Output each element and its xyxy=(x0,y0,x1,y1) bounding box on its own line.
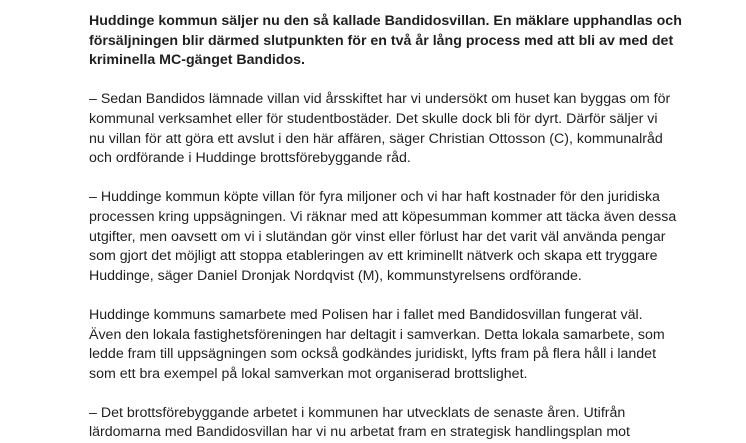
paragraph-line: som ett bra exempel på lokal samverkan mot organiserad brottslighet. xyxy=(89,365,528,382)
paragraph-line: nu villan för att göra ett avslut i den här affären, säger Christian Ottosson (C), kommunalråd xyxy=(89,130,663,147)
press-release-document xyxy=(89,12,729,443)
quote-paragraph-nordqvist xyxy=(89,188,729,286)
paragraph-line: – Huddinge kommun köpte villan för fyra miljoner och vi har haft kostnader för den juridiska xyxy=(89,189,660,206)
paragraph-spacer xyxy=(89,286,729,306)
quote-paragraph-crime-prevention xyxy=(89,404,729,443)
paragraph-line: kommunal verksamhet eller för studentbostäder. Det skulle dock bli för dyrt. Därför säljer vi xyxy=(89,110,658,127)
paragraph-line: Huddinge kommuns samarbete med Polisen har i fallet med Bandidosvillan fungerat väl. xyxy=(89,306,643,323)
paragraph-line: och ordförande i Huddinge brottsförebyggande råd. xyxy=(89,150,411,167)
paragraph-line: ledde fram till uppsägningen som också godkändes juridiskt, lyfts fram på flera håll i landet xyxy=(89,346,657,363)
paragraph-line: Huddinge, säger Daniel Dronjak Nordqvist (M), kommunstyrelsens ordförande. xyxy=(89,267,582,284)
paragraph-line: försäljningen blir därmed slutpunkten för en två år lång process med att bli av med det xyxy=(89,32,674,49)
quote-paragraph-ottosson xyxy=(89,90,729,168)
paragraph-line: utgifter, men oavsett om vi i slutändan gör vinst eller förlust har det varit väl använda pengar xyxy=(89,228,666,245)
paragraph-line: – Det brottsförebyggande arbetet i kommunen har utvecklats de senaste åren. Utifrån xyxy=(89,404,626,421)
paragraph-spacer xyxy=(89,384,729,404)
paragraph-line: Även den lokala fastighetsföreningen har deltagit i samverkan. Detta lokala samarbete, som xyxy=(89,326,665,343)
body-paragraph-cooperation xyxy=(89,306,729,384)
paragraph-line: processen kring uppsägningen. Vi räknar med att köpesumman kommer att täcka även dessa xyxy=(89,208,677,225)
paragraph-line: lärdomarna med Bandidosvillan har vi nu arbetat fram en strategisk handlingsplan mot xyxy=(89,424,630,441)
paragraph-line: kriminella MC-gänget Bandidos. xyxy=(89,52,305,69)
lead-paragraph xyxy=(89,12,729,71)
paragraph-line: – Sedan Bandidos lämnade villan vid årsskiftet har vi undersökt om huset kan byggas om för xyxy=(89,91,671,108)
paragraph-line: som gjort det möjligt att stoppa etableringen av ett kriminellt nätverk och skapa ett tryggare xyxy=(89,248,658,265)
paragraph-line: Huddinge kommun säljer nu den så kallade Bandidosvillan. En mäklare upphandlas och xyxy=(89,13,682,29)
paragraph-spacer xyxy=(89,169,729,189)
paragraph-spacer xyxy=(89,71,729,91)
